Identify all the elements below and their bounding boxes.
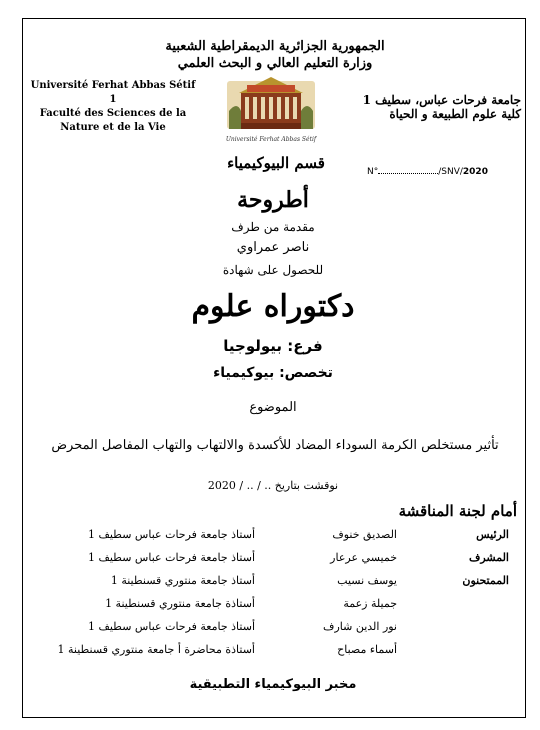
obtain-degree-label: للحصول على شهادة <box>222 263 324 277</box>
jury-role: المشرف <box>468 551 509 564</box>
specialty-label: تخصص: بيوكيمياء <box>213 365 333 381</box>
department-name: قسم البيوكيمياء <box>227 154 325 172</box>
degree-title: دكتوراه علوم <box>191 289 355 324</box>
jury-row <box>23 597 527 615</box>
reference-prefix: N° <box>367 167 379 177</box>
jury-role: الممتحنون <box>462 574 509 587</box>
jury-affiliation: أستاذة محاضرة أ جامعة منتوري قسنطينة 1 <box>57 643 255 656</box>
reference-number <box>367 167 527 177</box>
jury-affiliation: أستاذ جامعة فرحات عباس سطيف 1 <box>87 551 255 564</box>
university-fr-line2: Faculté des Sciences de la <box>39 108 187 119</box>
jury-row <box>23 551 527 569</box>
jury-row <box>23 574 527 592</box>
ministry-heading: وزارة التعليم العالي و البحث العلمي <box>177 56 373 71</box>
branch-label: فرع: بيولوجيا <box>223 337 323 355</box>
subject-label: الموضوع <box>249 400 297 415</box>
jury-name: نور الدين شارف <box>323 620 397 633</box>
jury-role: الرئيس <box>476 528 509 541</box>
university-ar-line2: كلية علوم الطبيعة و الحياة <box>389 107 521 121</box>
university-name-fr <box>29 79 197 135</box>
reference-blank <box>378 173 438 174</box>
jury-heading: أمام لجنة المناقشة <box>398 502 517 520</box>
university-ar-line1: جامعة فرحات عباس، سطيف 1 <box>362 93 521 107</box>
author-name: ناصر عمراوي <box>236 240 310 255</box>
university-logo <box>219 71 323 149</box>
logo-caption: Université Ferhat Abbas Sétif <box>225 136 317 143</box>
jury-row <box>23 643 527 661</box>
defense-date: نوقشت بتاريخ .. / .. / 2020 <box>207 479 339 492</box>
presented-by: مقدمة من طرف <box>231 220 315 234</box>
jury-name: خميسي عرعار <box>330 551 397 564</box>
laboratory-name: مخبر البيوكيمياء التطبيقية <box>189 677 357 692</box>
university-fr-line3: Nature et de la Vie <box>60 122 166 133</box>
reference-year: 2020 <box>462 167 488 177</box>
jury-row <box>23 528 527 546</box>
thesis-title: تأثير مستخلص الكرمة السوداء المضاد للأكسدة والالتهاب والتهاب المفاصل المحرض <box>51 438 499 453</box>
thesis-label: أطروحة <box>237 187 309 213</box>
jury-affiliation: أستاذ جامعة منتوري قسنطينة 1 <box>110 574 255 587</box>
jury-row <box>23 620 527 638</box>
jury-name: يوسف نسيب <box>337 574 397 587</box>
reference-suffix: /SNV/ <box>438 167 463 177</box>
thesis-cover-page <box>22 18 526 718</box>
university-fr-line1: Université Ferhat Abbas Sétif 1 <box>30 80 196 105</box>
jury-affiliation: أستاذة جامعة منتوري قسنطينة 1 <box>105 597 255 610</box>
jury-name: جميلة زعمة <box>343 597 397 610</box>
jury-name: أسماء مصباح <box>337 643 397 656</box>
republic-heading: الجمهورية الجزائرية الديمقراطية الشعبية <box>165 39 385 54</box>
jury-affiliation: أستاذ جامعة فرحات عباس سطيف 1 <box>87 528 255 541</box>
jury-name: الصديق خنوف <box>332 528 397 541</box>
university-name-ar <box>351 93 521 121</box>
jury-affiliation: أستاذ جامعة فرحات عباس سطيف 1 <box>87 620 255 633</box>
